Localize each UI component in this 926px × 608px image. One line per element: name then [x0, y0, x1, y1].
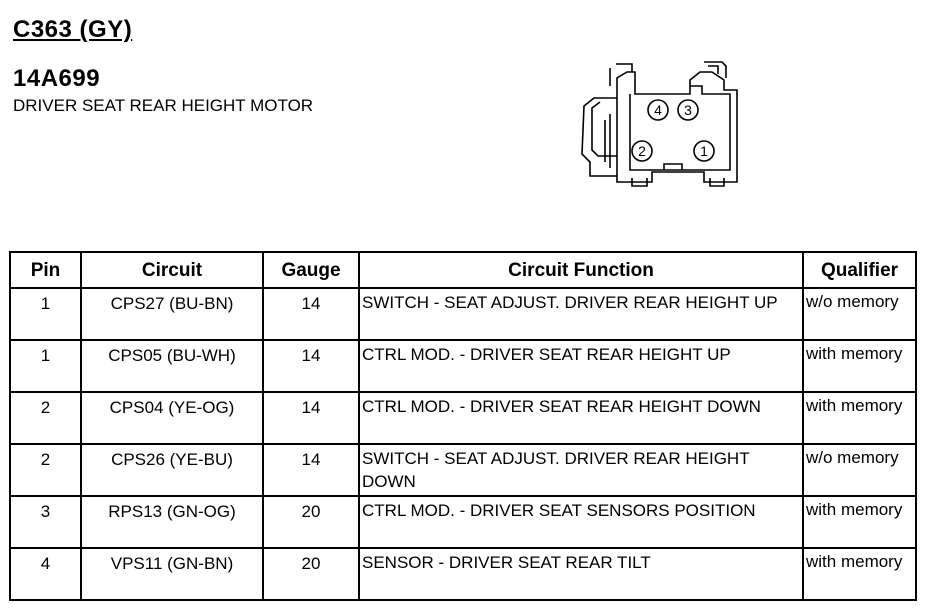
cell-qualifier: with memory: [803, 496, 916, 548]
header-function: Circuit Function: [359, 252, 803, 288]
cell-pin: 2: [10, 444, 81, 496]
table-row: [10, 548, 916, 600]
pin-table: [9, 251, 917, 601]
cell-function: SENSOR - DRIVER SEAT REAR TILT: [359, 548, 803, 600]
cell-circuit: CPS27 (BU-BN): [81, 288, 263, 340]
connector-body-outline: [617, 72, 737, 182]
header-pin: Pin: [10, 252, 81, 288]
cell-qualifier: with memory: [803, 392, 916, 444]
cell-pin: 1: [10, 340, 81, 392]
cell-function: CTRL MOD. - DRIVER SEAT SENSORS POSITION: [359, 496, 803, 548]
table-row: [10, 444, 916, 496]
cell-qualifier: with memory: [803, 340, 916, 392]
cell-gauge: 14: [263, 340, 359, 392]
cell-qualifier: w/o memory: [803, 288, 916, 340]
cell-pin: 1: [10, 288, 81, 340]
pin-label-1: 1: [700, 143, 708, 159]
connector-latch-left: [582, 98, 617, 176]
cell-pin: 4: [10, 548, 81, 600]
pin-label-2: 2: [638, 143, 646, 159]
cell-circuit: VPS11 (GN-BN): [81, 548, 263, 600]
cell-function: SWITCH - SEAT ADJUST. DRIVER REAR HEIGHT UP: [359, 288, 803, 340]
cell-gauge: 14: [263, 392, 359, 444]
table-row: [10, 340, 916, 392]
header-qualifier: Qualifier: [803, 252, 916, 288]
cell-qualifier: w/o memory: [803, 444, 916, 496]
cell-function: CTRL MOD. - DRIVER SEAT REAR HEIGHT UP: [359, 340, 803, 392]
table-row: [10, 288, 916, 340]
table-row: [10, 496, 916, 548]
cell-circuit: CPS05 (BU-WH): [81, 340, 263, 392]
cell-pin: 2: [10, 392, 81, 444]
pin-label-4: 4: [654, 102, 662, 118]
cell-circuit: RPS13 (GN-OG): [81, 496, 263, 548]
header-circuit: Circuit: [81, 252, 263, 288]
table-header-row: [10, 252, 916, 288]
header-gauge: Gauge: [263, 252, 359, 288]
cell-pin: 3: [10, 496, 81, 548]
cell-qualifier: with memory: [803, 548, 916, 600]
component-name: DRIVER SEAT REAR HEIGHT MOTOR: [13, 96, 314, 115]
connector-face-diagram: [572, 50, 742, 200]
cell-function: CTRL MOD. - DRIVER SEAT REAR HEIGHT DOWN: [359, 392, 803, 444]
cell-circuit: CPS04 (YE-OG): [81, 392, 263, 444]
connector-title: C363 (GY): [13, 16, 133, 43]
cell-gauge: 14: [263, 288, 359, 340]
part-number: 14A699: [13, 65, 101, 92]
cell-gauge: 20: [263, 548, 359, 600]
cell-gauge: 20: [263, 496, 359, 548]
cell-circuit: CPS26 (YE-BU): [81, 444, 263, 496]
table-row: [10, 392, 916, 444]
pin-label-3: 3: [684, 102, 692, 118]
cell-gauge: 14: [263, 444, 359, 496]
cell-function: SWITCH - SEAT ADJUST. DRIVER REAR HEIGHT DOWN: [359, 444, 803, 496]
